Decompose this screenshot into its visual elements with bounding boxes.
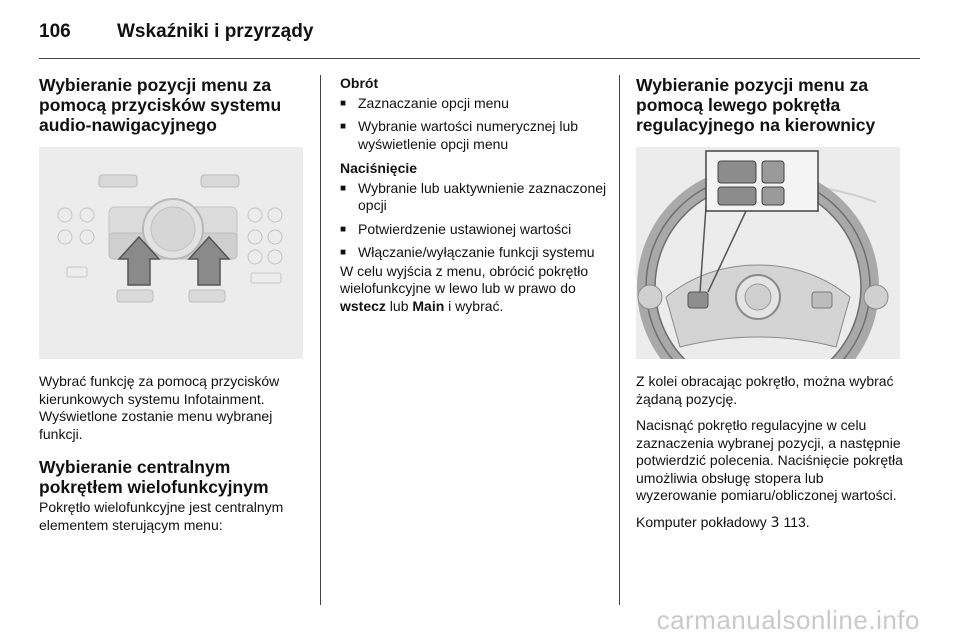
section-heading-steering-wheel: Wybieranie pozycji menu za pomocą lewego pokrętła regulacyjnego na kierownicy xyxy=(636,75,876,135)
main-keyword: Main xyxy=(412,297,445,314)
press-list xyxy=(340,180,608,262)
central-knob-description: Pokrętło wielofunkcyjne jest centralnym elementem sterującym menu: xyxy=(39,499,284,533)
rotate-list xyxy=(340,95,608,154)
list-item: ■ Potwierdzenie ustawionej wartości xyxy=(340,221,608,239)
column-2 xyxy=(340,75,608,324)
subheading-press: Naciśnięcie xyxy=(340,160,418,176)
header-divider xyxy=(39,58,920,59)
infotainment-panel-illustration xyxy=(39,147,303,359)
back-keyword: wstecz xyxy=(340,297,386,314)
press-description: Nacisnąć pokrętło regulacyjne w celu zaznaczenia wybranej pozycji, a następnie potwierdzić polecenia. Naciśnięcie pokrętła umożliwia obsługę stopera lub wyzerowanie pomiaru/obliczonej wartości. xyxy=(636,417,903,503)
exit-menu-paragraph: W celu wyjścia z menu, obrócić pokrętło wielofunkcyjne w lewo lub w prawo do wstecz lub Main i wybrać. xyxy=(340,262,589,314)
trip-computer-reference: Komputer pokładowy 3 113. xyxy=(636,513,810,531)
column-1 xyxy=(39,75,303,543)
rotate-description: Z kolei obracając pokrętło, można wybrać żądaną pozycję. xyxy=(636,373,894,407)
watermark-brand: carmanualsonline.info xyxy=(656,605,920,635)
buttons-description: Wybrać funkcję za pomocą przycisków kierunkowych systemu Infotainment. Wyświetlone zostanie menu wybranej funkcji. xyxy=(39,373,280,442)
column-divider-1 xyxy=(320,75,321,605)
figure-steering-wheel xyxy=(636,147,900,359)
page-reference-arrow-icon: 3 xyxy=(770,514,780,531)
page-header xyxy=(39,14,919,50)
list-item: ■ Wybranie wartości numerycznej lub wyświetlenie opcji menu xyxy=(340,118,608,153)
column-divider-2 xyxy=(619,75,620,605)
page-title: Wskaźniki i przyrządy xyxy=(117,21,314,42)
subheading-rotate: Obrót xyxy=(340,75,379,91)
section-heading-buttons: Wybieranie pozycji menu za pomocą przycisków systemu audio-nawigacyjnego xyxy=(39,75,282,135)
steering-wheel-illustration xyxy=(636,147,900,359)
section-heading-central-knob: Wybieranie centralnym pokrętłem wielofunkcyjnym xyxy=(39,457,269,497)
column-3 xyxy=(636,75,904,541)
list-item: ■ Zaznaczanie opcji menu xyxy=(340,95,608,113)
list-item: ■ Włączanie/wyłączanie funkcji systemu xyxy=(340,244,608,262)
figure-infotainment-panel xyxy=(39,147,303,359)
page-number: 106 xyxy=(39,21,71,42)
list-item: ■ Wybranie lub uaktywnienie zaznaczonej opcji xyxy=(340,180,608,215)
